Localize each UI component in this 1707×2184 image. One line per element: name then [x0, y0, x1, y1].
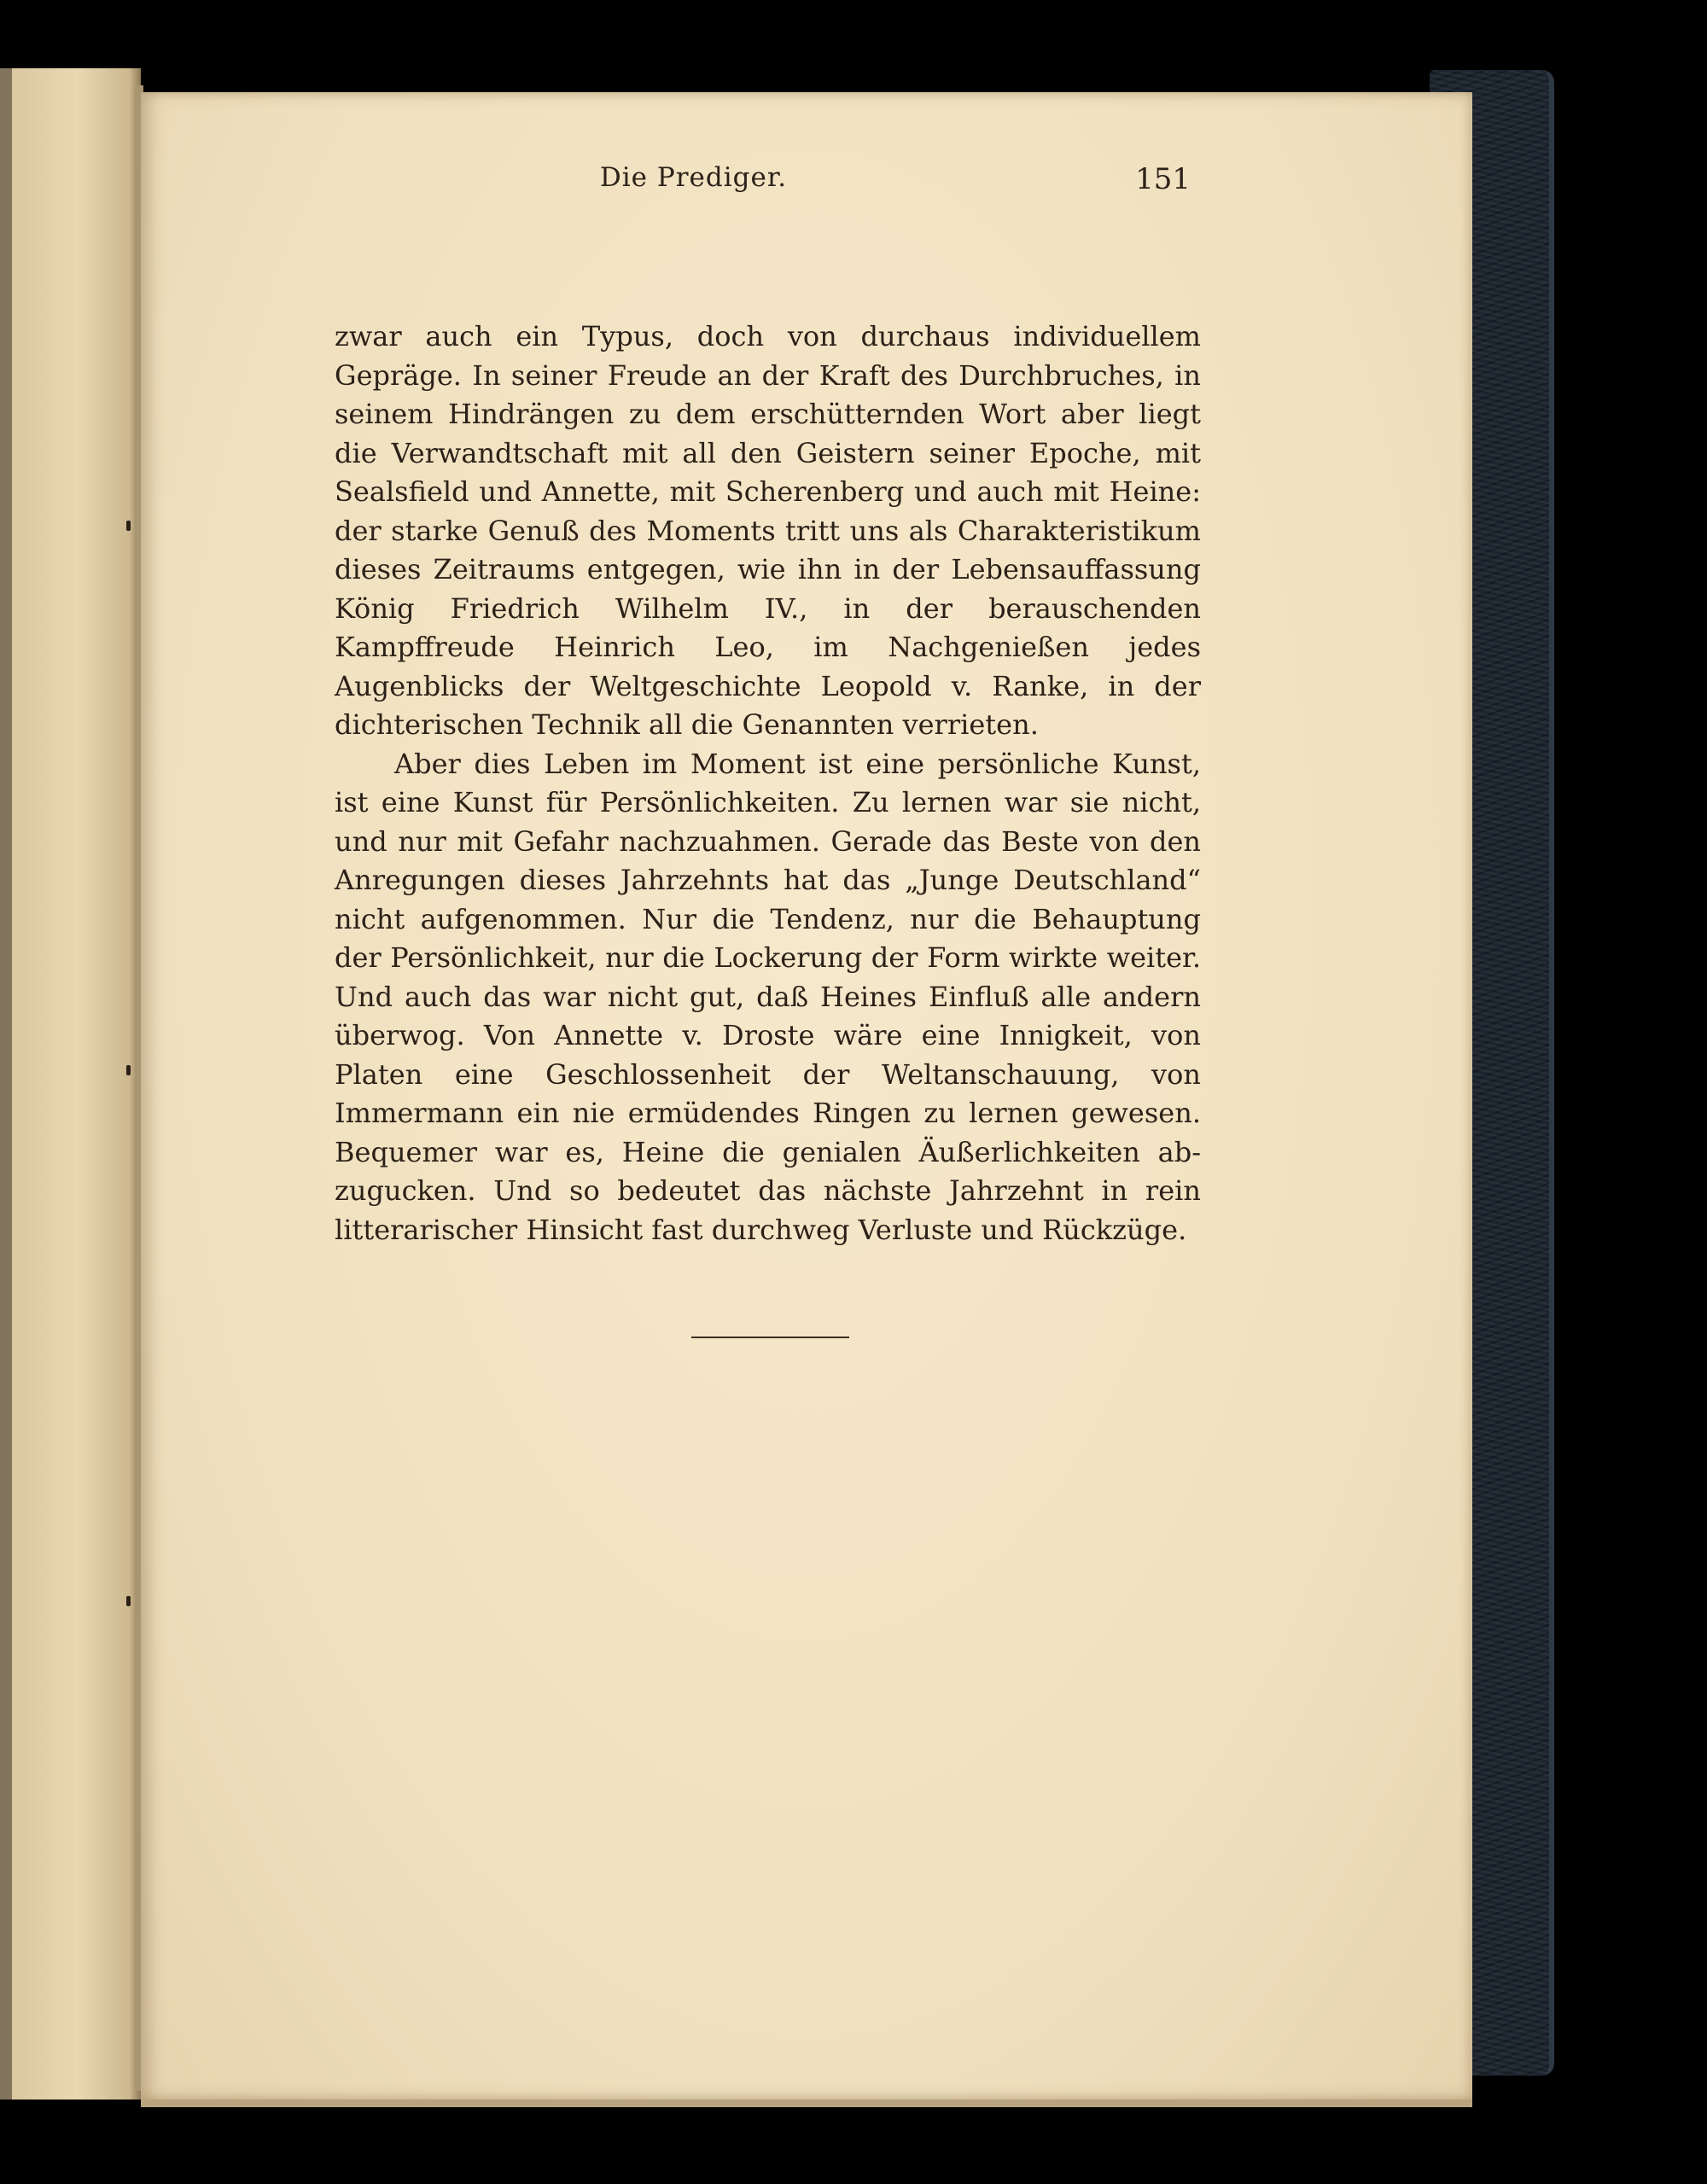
- margin-mark: [126, 1065, 131, 1075]
- page-number: 151: [1135, 162, 1191, 196]
- paragraph: Aber dies Leben im Moment ist eine persönliche Kunst, ist eine Kunst für Persönlichkeiten. Zu lernen war sie nicht, und nur mit Gefahr nachzuahmen. Gerade das Beste von den Anregungen dieses Jahrzehnts hat das „Junge Deutschland“ nicht aufgenommen. Nur die Tendenz, nur die Behauptung der Persönlichkeit, nur die Lockerung der Form wirkte weiter. Und auch das war nicht gut, daß Heines Einfluß alle andern überwog. Von Annette v. Droste wäre eine Innigkeit, von Platen eine Geschlossenheit der Weltanschauung, von Immermann ein nie ermüdendes Ringen zu lernen gewesen. Bequemer war es, Heine die genialen Äußerlichkeiten abzugucken. Und so bedeutet das nächste Jahrzehnt in rein litterarischer Hinsicht fast durchweg Verluste und Rückzüge.: [335, 747, 1201, 1246]
- section-end-rule: [691, 1337, 849, 1338]
- margin-mark: [126, 1596, 131, 1606]
- running-head: Die Prediger.: [599, 162, 788, 193]
- body-text: [335, 317, 1201, 1249]
- margin-mark: [126, 521, 131, 531]
- left-page: [0, 68, 141, 2100]
- page-header: [196, 162, 1191, 213]
- paragraph: zwar auch ein Typus, doch von durchaus individuellem Gepräge. In seiner Freude an der Kraft des Durchbruches, in seinem Hindrängen zu dem erschütternden Wort aber liegt die Verwandtschaft mit all den Geistern seiner Epoche, mit Sealsfield und Annette, mit Scherenberg und auch mit Heine: der starke Genuß des Moments tritt uns als Charakteristikum dieses Zeitraums entgegen, wie ihn in der Lebensauffassung König Friedrich Wilhelm IV., in der berauschenden Kampffreude Heinrich Leo, im Nachgenießen jedes Augenblicks der Weltgeschichte Leopold v. Ranke, in der dichterischen Technik all die Genannten verrieten.: [335, 320, 1201, 741]
- left-page-edge: [0, 68, 12, 2100]
